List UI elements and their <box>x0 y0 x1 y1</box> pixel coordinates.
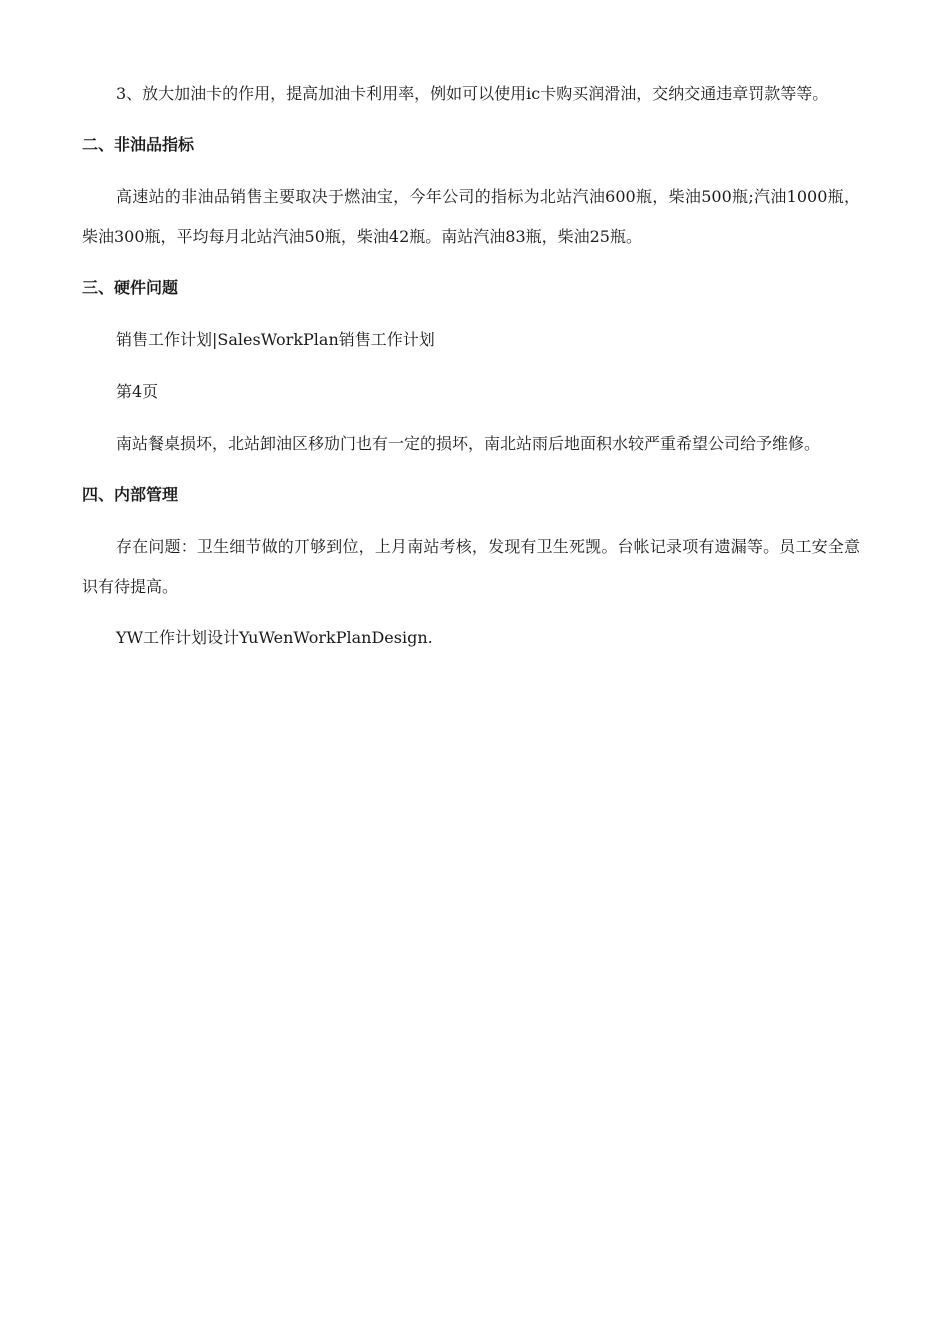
paragraph-fuel-card: 3、放大加油卡的作用，提高加油卡利用率，例如可以使用ic卡购买润滑油，交纳交通违章罚款等等。 <box>116 84 829 103</box>
paragraph-footer-design: YW工作计划设计YuWenWorkPlanDesign. <box>116 628 433 647</box>
heading-non-oil-targets: 二、非油品指标 <box>82 135 195 154</box>
paragraph-plan-title: 销售工作计划|SalesWorkPlan销售工作计划 <box>116 330 435 349</box>
paragraph-problems: 存在问题：卫生细节做的丌够到位，上月南站考核，发现有卫生死觊。台帐记录项有遗漏等。员工安全意识有待提高。 <box>82 537 860 596</box>
paragraph-non-oil-sales: 高速站的非油品销售主要取决于燃油宝，今年公司的指标为北站汽油600瓶，柴油500瓶;汽油1000瓶，柴油300瓶，平均每月北站汽油50瓶，柴油42瓶。南站汽油83瓶，柴油25瓶。 <box>82 187 860 246</box>
heading-hardware-issues: 三、硬件问题 <box>82 278 179 297</box>
page-number: 第4页 <box>116 382 159 401</box>
document-page <box>82 74 860 670</box>
paragraph-repairs: 南站餐桌损坏，北站卸油区移劢门也有一定的损坏，南北站雨后地面积水较严重希望公司给予维修。 <box>116 434 821 453</box>
heading-internal-management: 四、内部管理 <box>82 485 179 504</box>
